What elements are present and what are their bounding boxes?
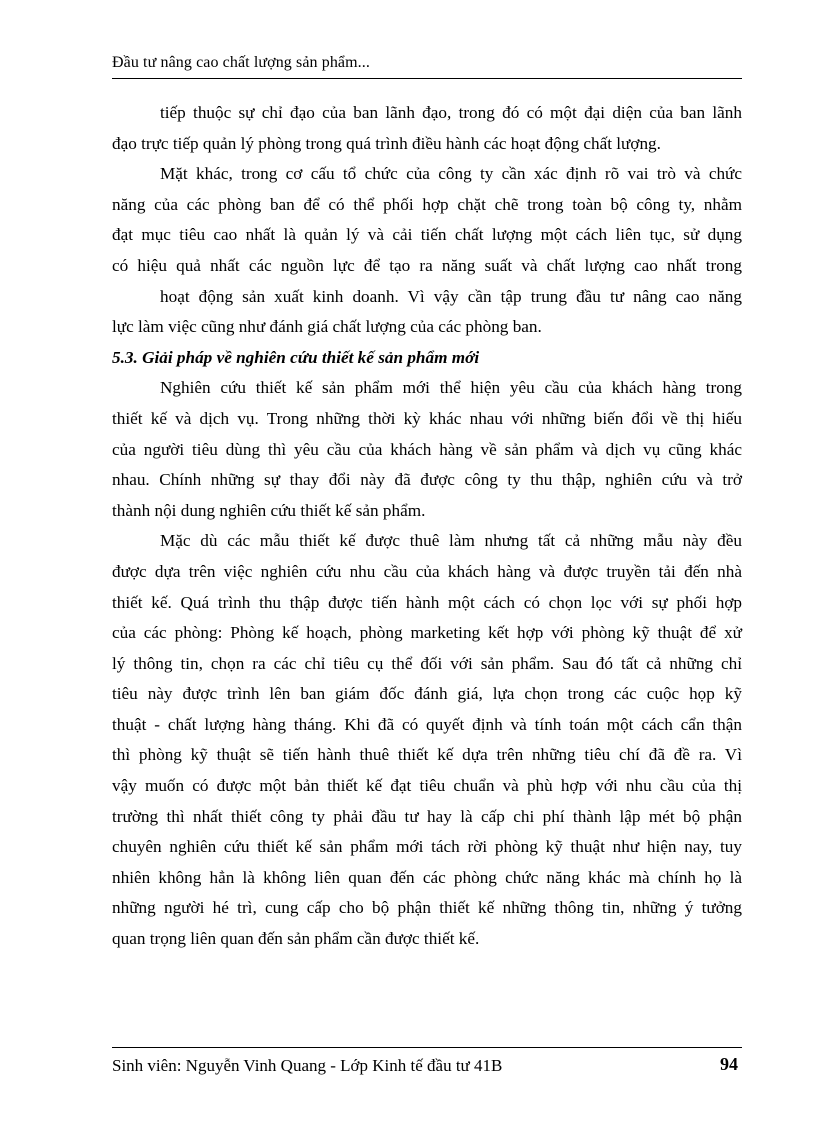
paragraph-line: được dựa trên việc nghiên cứu nhu cầu của khách hàng và được truyền tải đến nhà xyxy=(112,561,742,581)
paragraph-line: nhau. Chính những sự thay đổi này đã được công ty thu thập, nghiên cứu và trở xyxy=(112,470,742,490)
paragraph-line: của người tiêu dùng thì yêu cầu của khách hàng về sản phẩm và dịch vụ cũng khác xyxy=(112,439,742,459)
section-heading: 5.3. Giải pháp về nghiên cứu thiết kế sản phẩm mới xyxy=(112,347,480,367)
paragraph-line: đạt mục tiêu cao nhất là quản lý và cải tiến chất lượng một cách liên tục, sử dụng xyxy=(112,225,742,245)
paragraph-line: của các phòng: Phòng kế hoạch, phòng marketing kết hợp với phòng kỹ thuật để xử xyxy=(112,623,742,643)
paragraph-line: lý thông tin, chọn ra các chỉ tiêu cụ thể đối với sản phẩm. Sau đó tất cả những chỉ xyxy=(112,653,742,673)
paragraph-line: hoạt động sản xuất kinh doanh. Vì vậy cần tập trung đầu tư nâng cao năng xyxy=(160,286,742,306)
paragraph-line: chuyên nghiên cứu thiết kế sản phẩm mới tách rời phòng kỹ thuật như hiện nay, tuy xyxy=(112,837,742,857)
page-footer xyxy=(112,1047,742,1080)
paragraph-line: năng của các phòng ban để có thể phối hợp chặt chẽ trong toàn bộ công ty, nhằm xyxy=(112,194,742,214)
paragraph-line: quan trọng liên quan đến sản phẩm cần được thiết kế. xyxy=(112,929,480,949)
page-number: 94 xyxy=(720,1054,738,1074)
paragraph-line: trường thì nhất thiết công ty phải đầu tư hay là cấp chi phí thành lập mét bộ phận xyxy=(112,806,742,826)
paragraph-line: tiêu này được trình lên ban giám đốc đánh giá, lựa chọn trong các cuộc họp kỹ xyxy=(112,684,742,704)
paragraph-line: lực làm việc cũng như đánh giá chất lượng của các phòng ban. xyxy=(112,317,542,337)
footer-student-info: Sinh viên: Nguyễn Vinh Quang - Lớp Kinh tế đầu tư 41B xyxy=(112,1056,503,1075)
paragraph-line: tiếp thuộc sự chỉ đạo của ban lãnh đạo, trong đó có một đại diện của ban lãnh xyxy=(160,103,742,122)
paragraph-line: thành nội dung nghiên cứu thiết kế sản phẩm. xyxy=(112,500,426,520)
paragraph-line: đạo trực tiếp quản lý phòng trong quá trình điều hành các hoạt động chất lượng. xyxy=(112,133,661,153)
page-body xyxy=(112,98,742,955)
paragraph-line: thì phòng kỹ thuật sẽ tiến hành thuê thiết kế dựa trên những tiêu chí đã đề ra. Vì xyxy=(112,745,742,765)
header-title: Đầu tư nâng cao chất lượng sản phẩm... xyxy=(112,54,370,71)
paragraph-line: Mặt khác, trong cơ cấu tổ chức của công ty cần xác định rõ vai trò và chức xyxy=(160,164,742,184)
paragraph-line: thiết kế và dịch vụ. Trong những thời kỳ khác nhau với những biến đổi về thị hiếu xyxy=(112,408,742,428)
paragraph-line: thiết kế. Quá trình thu thập được tiến hành một cách có chọn lọc với sự phối hợp xyxy=(112,592,742,612)
paragraph-line: vậy muốn có được một bản thiết kế đạt tiêu chuẩn và phù hợp với nhu cầu của thị xyxy=(112,776,742,796)
paragraph-line: có hiệu quả nhất các nguồn lực để tạo ra năng suất và chất lượng cao nhất trong xyxy=(112,255,742,275)
paragraph-line: Mặc dù các mẫu thiết kế được thuê làm nhưng tất cả những mẫu này đều xyxy=(160,531,742,551)
paragraph-line: những người hé trì, cung cấp cho bộ phận thiết kế những thông tin, những ý tưởng xyxy=(112,898,742,918)
paragraph-line: nhiên không hẳn là không liên quan đến các phòng chức năng khác mà chính họ là xyxy=(112,867,742,887)
page-header xyxy=(112,52,742,79)
paragraph-line: thuật - chất lượng hàng tháng. Khi đã có quyết định và tính toán một cách cẩn thận xyxy=(112,714,742,734)
paragraph-line: Nghiên cứu thiết kế sản phẩm mới thể hiện yêu cầu của khách hàng trong xyxy=(160,378,742,398)
